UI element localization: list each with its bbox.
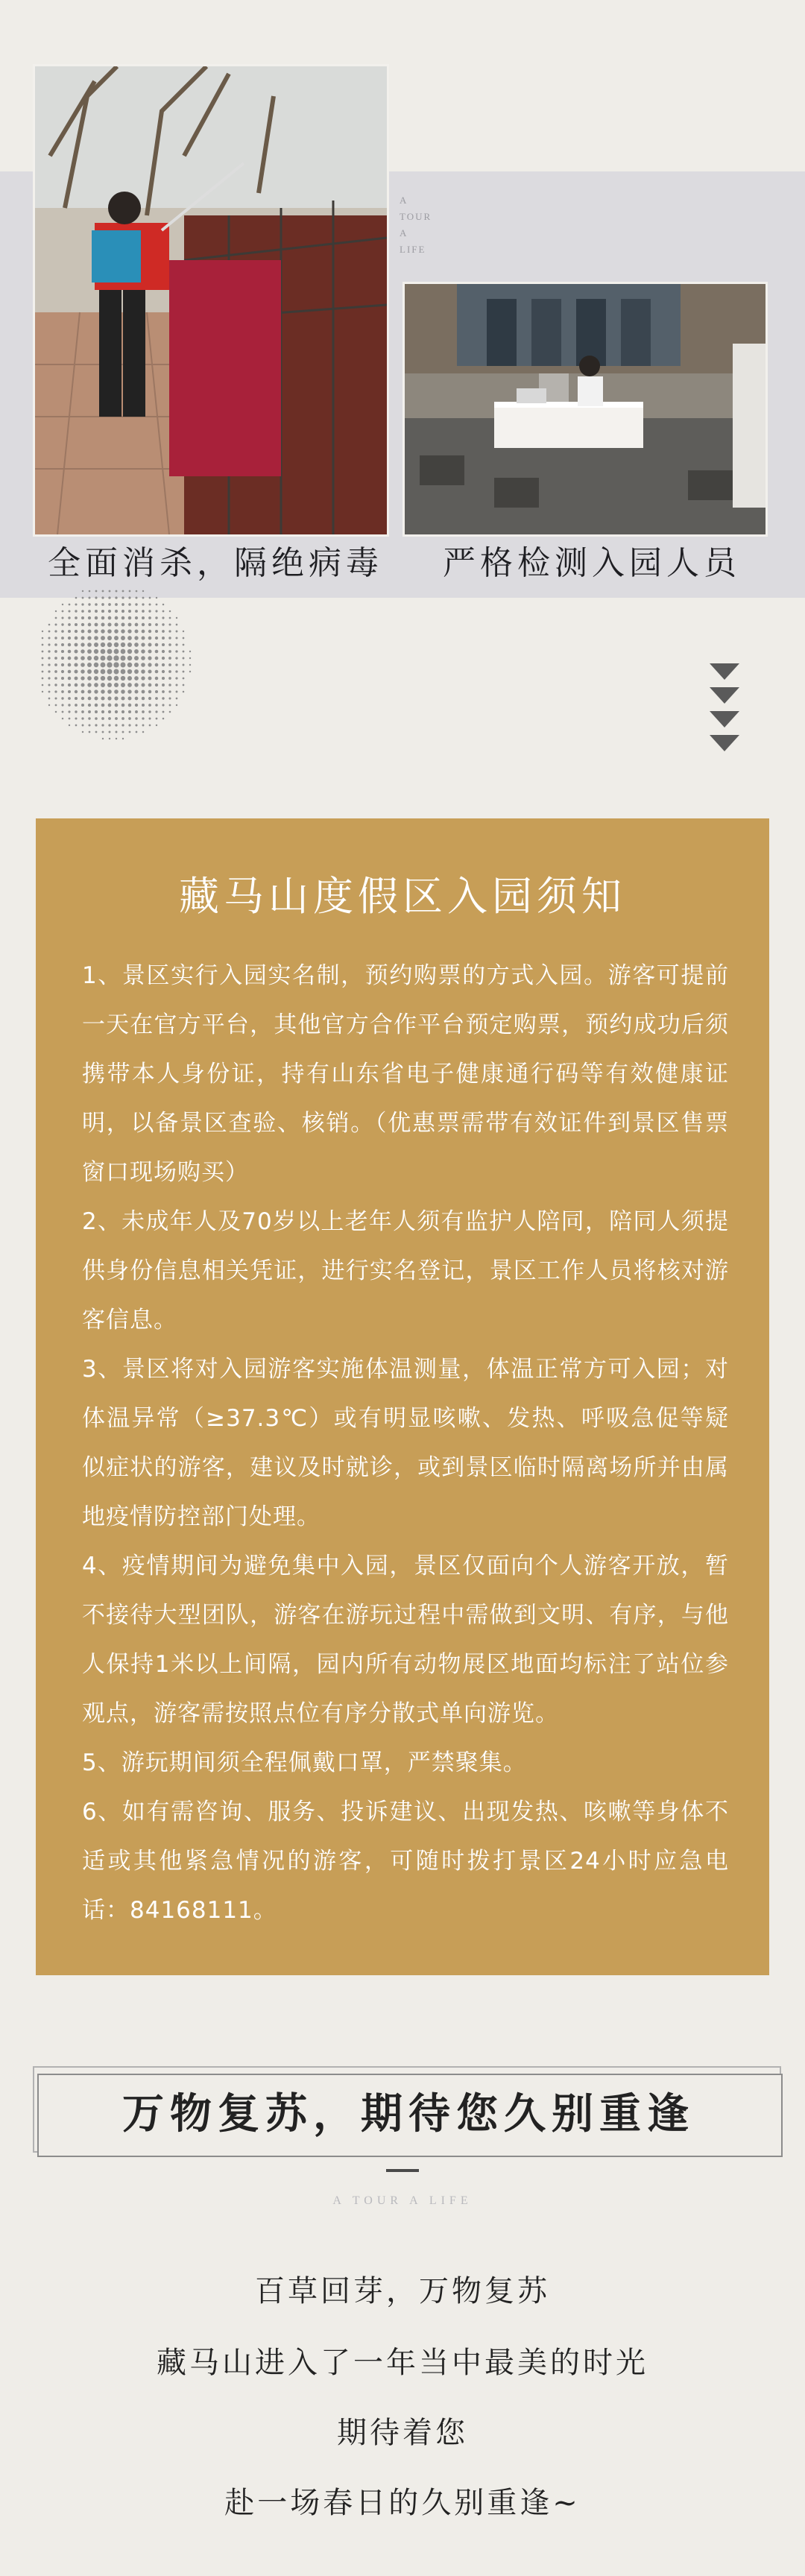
notice-item-2: 2、未成年人及70岁以上老年人须有监护人陪同，陪同人须提供身份信息相关凭证，进行实名登记，景区工作人员将核对游客信息。 bbox=[82, 1208, 729, 1333]
health-check-caption: 严格检测入园人员 bbox=[443, 544, 741, 582]
side-vertical-tagline bbox=[400, 192, 432, 258]
side-text-3: A bbox=[400, 227, 408, 239]
disinfection-photo bbox=[33, 64, 389, 537]
slogan-text: 万物复苏，期待您久别重逢 bbox=[122, 2089, 695, 2138]
divider-dash bbox=[386, 2169, 419, 2172]
tagline: A TOUR A LIFE bbox=[332, 2194, 473, 2207]
side-text-2: TOUR bbox=[400, 211, 432, 222]
notice-item-6: 6、如有需咨询、服务、投诉建议、出现发热、咳嗽等身体不适或其他紧急情况的游客，可随时拨打景区24小时应急电话：84168111。 bbox=[82, 1799, 729, 1924]
notice-item-1: 1、景区实行入园实名制，预约购票的方式入园。游客可提前一天在官方平台，其他官方合作平台预定购票，预约成功后须携带本人身份证，持有山东省电子健康通行码等有效健康证明，以备景区查验、核销。（优惠票需带有效证件到景区售票窗口现场购买） bbox=[82, 962, 729, 1186]
notice-title: 藏马山度假区入园须知 bbox=[179, 873, 626, 920]
down-arrows-icon bbox=[708, 663, 741, 756]
closing-line-1: 百草回芽，万物复苏 bbox=[255, 2274, 550, 2308]
side-text-1: A bbox=[400, 195, 408, 206]
notice-body bbox=[82, 951, 729, 1935]
closing-line-3: 期待着您 bbox=[337, 2416, 468, 2450]
notice-item-4: 4、疫情期间为避免集中入园，景区仅面向个人游客开放，暂不接待大型团队，游客在游玩过程中需做到文明、有序，与他人保持1米以上间隔，园内所有动物展区地面均标注了站位参观点，游客需按照点位有序分散式单向游览。 bbox=[82, 1553, 729, 1727]
health-check-photo bbox=[402, 282, 768, 537]
side-text-4: LIFE bbox=[400, 244, 426, 255]
closing-line-2: 藏马山进入了一年当中最美的时光 bbox=[157, 2346, 648, 2380]
notice-item-5: 5、游玩期间须全程佩戴口罩，严禁聚集。 bbox=[82, 1749, 527, 1776]
halftone-circle-decoration bbox=[33, 581, 194, 742]
notice-item-3: 3、景区将对入园游客实施体温测量，体温正常方可入园；对体温异常（≥37.3℃）或有明显咳嗽、发热、呼吸急促等疑似症状的游客，建议及时就诊，或到景区临时隔离场所并由属地疫情防控部门处理。 bbox=[82, 1356, 729, 1530]
closing-line-4: 赴一场春日的久别重逢~ bbox=[224, 2486, 581, 2520]
admission-notice-panel bbox=[36, 818, 769, 1975]
disinfection-caption: 全面消杀，隔绝病毒 bbox=[48, 544, 383, 582]
